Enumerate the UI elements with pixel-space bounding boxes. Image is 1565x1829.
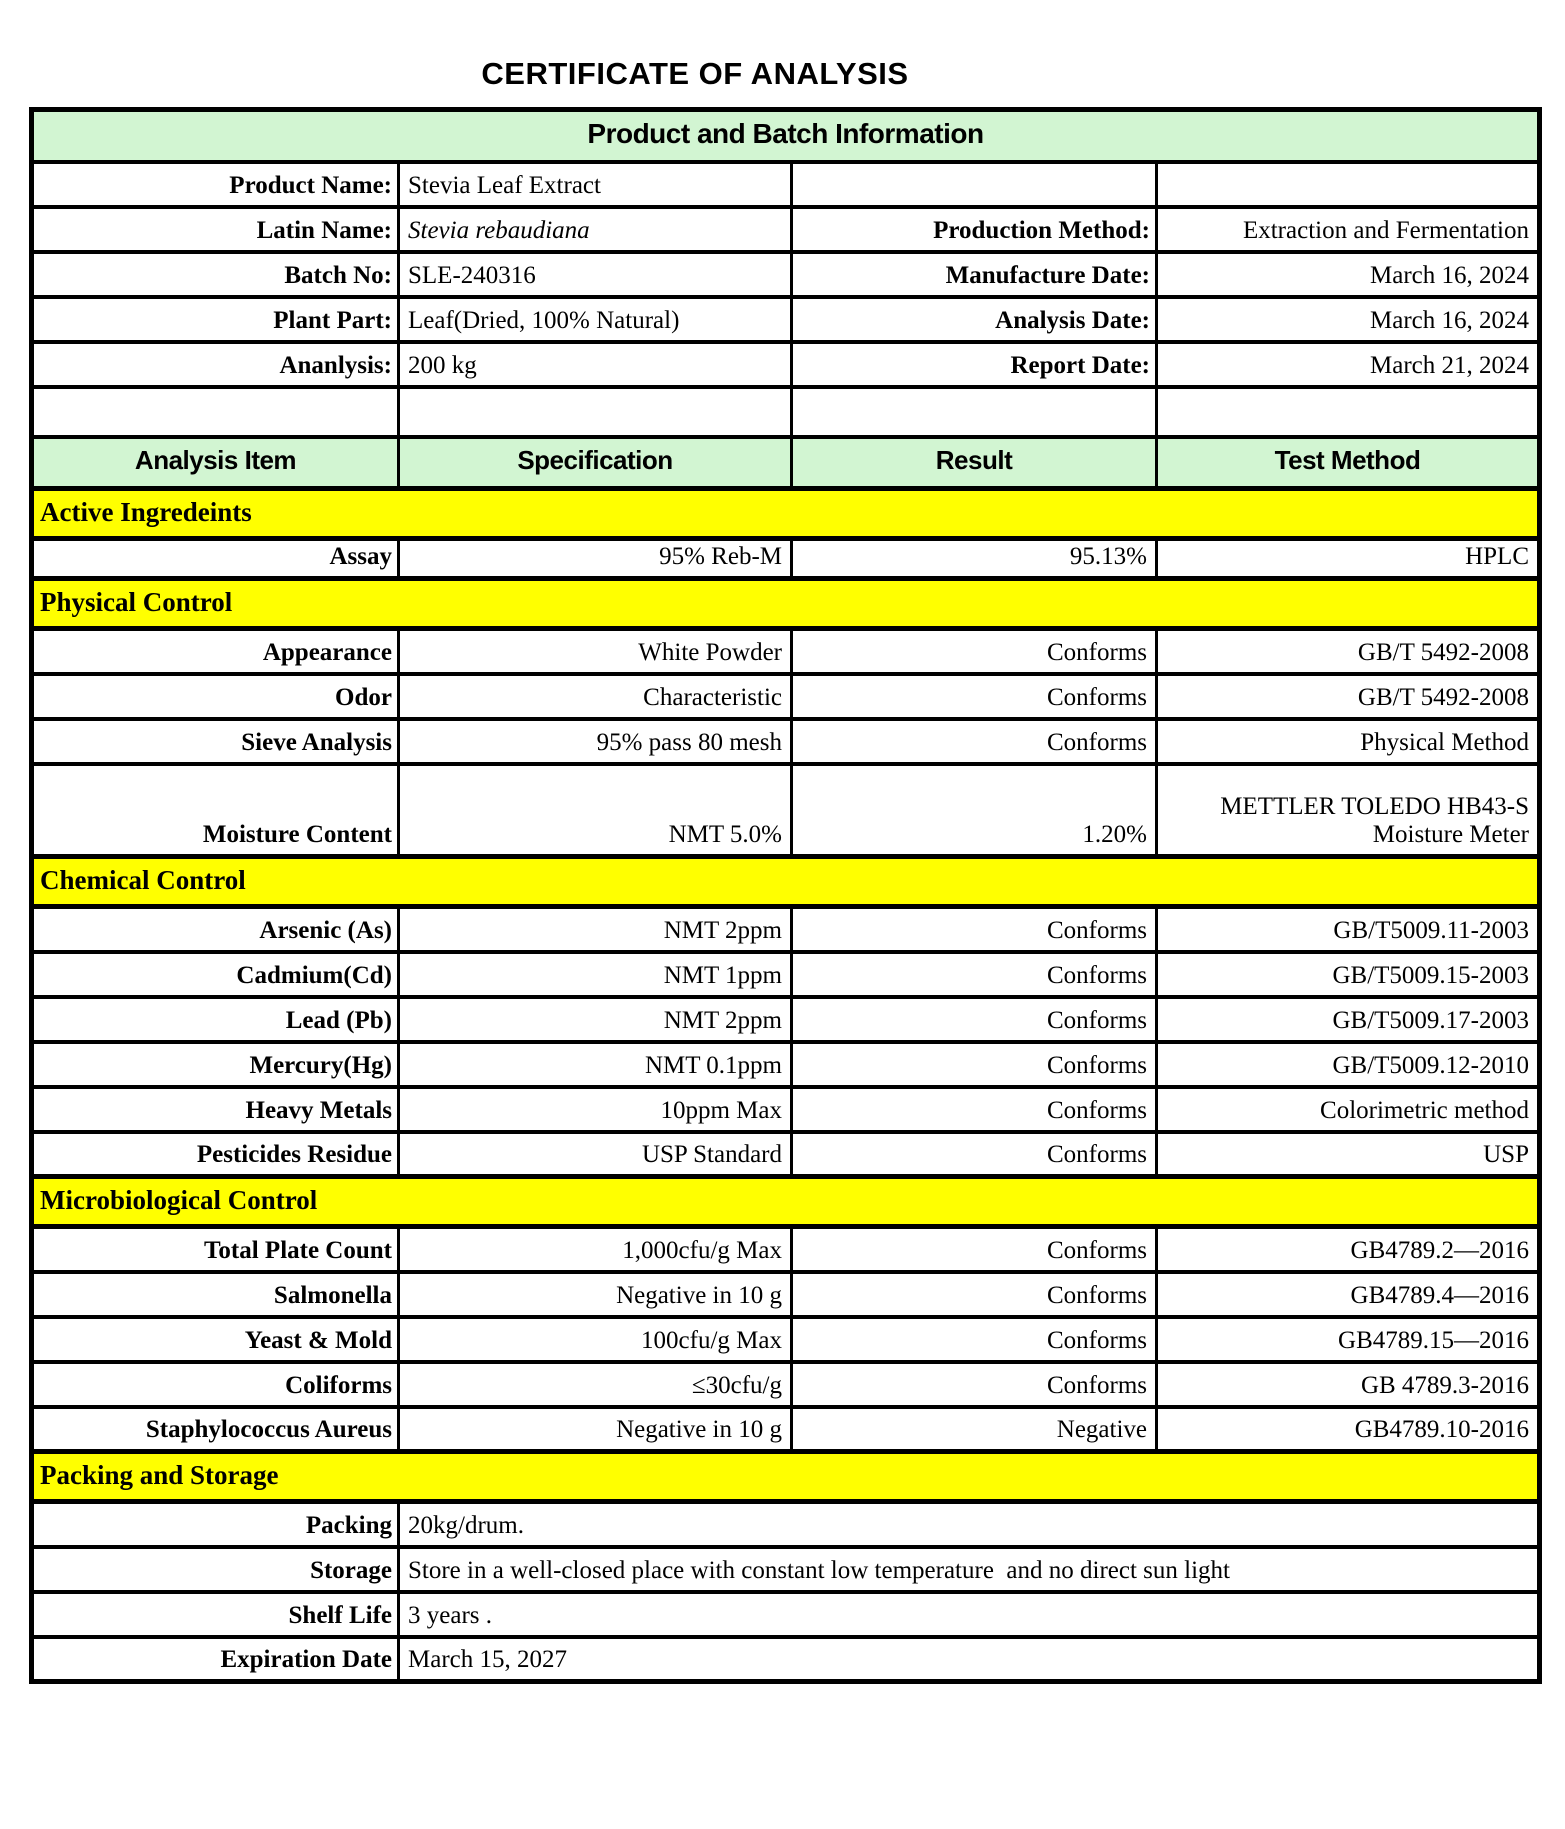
result-cell: Conforms <box>792 1272 1157 1317</box>
spec-cell: ≤30cfu/g <box>399 1362 792 1407</box>
analysis-date-label: Analysis Date: <box>792 297 1157 342</box>
spacer-row <box>32 387 1540 437</box>
table-row <box>32 997 1540 1042</box>
analysis-item-cell: Mercury(Hg) <box>32 1042 399 1087</box>
section-row <box>32 857 1540 907</box>
table-row <box>32 207 1540 252</box>
spec-cell: NMT 2ppm <box>399 907 792 952</box>
ananlysis-value: 200 kg <box>399 342 792 387</box>
result-cell: 1.20% <box>792 764 1157 857</box>
table-row <box>32 1547 1540 1592</box>
method-cell: GB/T5009.12-2010 <box>1157 1042 1540 1087</box>
production-method-value: Extraction and Fermentation <box>1157 207 1540 252</box>
analysis-item-cell: Salmonella <box>32 1272 399 1317</box>
method-cell: Physical Method <box>1157 719 1540 764</box>
method-cell: Colorimetric method <box>1157 1087 1540 1132</box>
page-title: CERTIFICATE OF ANALYSIS <box>481 56 909 91</box>
latin-name-value: Stevia rebaudiana <box>399 207 792 252</box>
method-cell: GB4789.2—2016 <box>1157 1227 1540 1272</box>
packing-value: 20kg/drum. <box>399 1502 1540 1547</box>
plant-part-label: Plant Part: <box>32 297 399 342</box>
table-row <box>32 1227 1540 1272</box>
analysis-item-cell: Lead (Pb) <box>32 997 399 1042</box>
product-info-section-header: Product and Batch Information <box>32 110 1540 162</box>
batch-no-label: Batch No: <box>32 252 399 297</box>
section-header-active-ingredients: Active Ingredeints <box>32 489 1540 539</box>
method-cell: USP <box>1157 1132 1540 1177</box>
table-row <box>32 252 1540 297</box>
spec-cell: 100cfu/g Max <box>399 1317 792 1362</box>
test-method-header: Test Method <box>1157 437 1540 489</box>
table-row <box>32 342 1540 387</box>
table-row <box>32 1407 1540 1452</box>
result-header: Result <box>792 437 1157 489</box>
latin-name-label: Latin Name: <box>32 207 399 252</box>
spec-cell: Negative in 10 g <box>399 1272 792 1317</box>
table-row <box>32 1502 1540 1547</box>
manufacture-date-label: Manufacture Date: <box>792 252 1157 297</box>
table-row <box>32 1362 1540 1407</box>
result-cell: Conforms <box>792 907 1157 952</box>
method-cell: GB4789.10-2016 <box>1157 1407 1540 1452</box>
analysis-item-cell: Staphylococcus Aureus <box>32 1407 399 1452</box>
spec-cell: NMT 5.0% <box>399 764 792 857</box>
analysis-item-cell: Coliforms <box>32 1362 399 1407</box>
method-cell: GB/T 5492-2008 <box>1157 674 1540 719</box>
table-row <box>32 110 1540 162</box>
analysis-item-cell: Sieve Analysis <box>32 719 399 764</box>
spec-cell: Negative in 10 g <box>399 1407 792 1452</box>
method-cell: HPLC <box>1157 539 1540 579</box>
table-row <box>32 1637 1540 1682</box>
table-row <box>32 952 1540 997</box>
method-cell: GB/T5009.17-2003 <box>1157 997 1540 1042</box>
ananlysis-label: Ananlysis: <box>32 342 399 387</box>
empty-cell <box>1157 387 1540 437</box>
manufacture-date-value: March 16, 2024 <box>1157 252 1540 297</box>
result-cell: Conforms <box>792 1227 1157 1272</box>
section-row <box>32 489 1540 539</box>
storage-label: Storage <box>32 1547 399 1592</box>
analysis-item-cell: Pesticides Residue <box>32 1132 399 1177</box>
table-row <box>32 1132 1540 1177</box>
spec-cell: NMT 2ppm <box>399 997 792 1042</box>
analysis-item-cell: Appearance <box>32 629 399 674</box>
method-cell: GB/T5009.11-2003 <box>1157 907 1540 952</box>
shelf-life-label: Shelf Life <box>32 1592 399 1637</box>
spec-cell: 95% pass 80 mesh <box>399 719 792 764</box>
result-cell: Conforms <box>792 719 1157 764</box>
batch-no-value: SLE-240316 <box>399 252 792 297</box>
analysis-item-cell: Cadmium(Cd) <box>32 952 399 997</box>
analysis-item-cell: Total Plate Count <box>32 1227 399 1272</box>
result-cell: Negative <box>792 1407 1157 1452</box>
result-cell: Conforms <box>792 997 1157 1042</box>
table-row <box>32 764 1540 857</box>
specification-header: Specification <box>399 437 792 489</box>
result-cell: 95.13% <box>792 539 1157 579</box>
table-row <box>32 907 1540 952</box>
result-cell: Conforms <box>792 674 1157 719</box>
product-name-label: Product Name: <box>32 162 399 207</box>
result-cell: Conforms <box>792 1132 1157 1177</box>
spec-cell: White Powder <box>399 629 792 674</box>
table-row <box>32 297 1540 342</box>
spec-cell: NMT 1ppm <box>399 952 792 997</box>
analysis-item-header: Analysis Item <box>32 437 399 489</box>
empty-cell <box>792 387 1157 437</box>
result-cell: Conforms <box>792 1317 1157 1362</box>
table-row <box>32 1087 1540 1132</box>
spec-cell: 1,000cfu/g Max <box>399 1227 792 1272</box>
product-name-value: Stevia Leaf Extract <box>399 162 792 207</box>
spec-cell: Characteristic <box>399 674 792 719</box>
packing-label: Packing <box>32 1502 399 1547</box>
table-row <box>32 1042 1540 1087</box>
method-cell: GB4789.4—2016 <box>1157 1272 1540 1317</box>
analysis-item-cell: Heavy Metals <box>32 1087 399 1132</box>
spec-cell: 10ppm Max <box>399 1087 792 1132</box>
section-row <box>32 1452 1540 1502</box>
empty-cell <box>1157 162 1540 207</box>
expiration-date-value: March 15, 2027 <box>399 1637 1540 1682</box>
method-cell: METTLER TOLEDO HB43-S Moisture Meter <box>1157 764 1540 857</box>
empty-cell <box>792 162 1157 207</box>
analysis-item-cell: Assay <box>32 539 399 579</box>
expiration-date-label: Expiration Date <box>32 1637 399 1682</box>
result-cell: Conforms <box>792 1362 1157 1407</box>
spec-cell: NMT 0.1ppm <box>399 1042 792 1087</box>
result-cell: Conforms <box>792 952 1157 997</box>
plant-part-value: Leaf(Dried, 100% Natural) <box>399 297 792 342</box>
analysis-item-cell: Odor <box>32 674 399 719</box>
section-row <box>32 1177 1540 1227</box>
analysis-header-row <box>32 437 1540 489</box>
table-row <box>32 1272 1540 1317</box>
analysis-item-cell: Arsenic (As) <box>32 907 399 952</box>
section-header-microbiological-control: Microbiological Control <box>32 1177 1540 1227</box>
shelf-life-value: 3 years . <box>399 1592 1540 1637</box>
analysis-date-value: March 16, 2024 <box>1157 297 1540 342</box>
production-method-label: Production Method: <box>792 207 1157 252</box>
empty-cell <box>399 387 792 437</box>
table-row <box>32 674 1540 719</box>
analysis-item-cell: Moisture Content <box>32 764 399 857</box>
section-row <box>32 579 1540 629</box>
report-date-value: March 21, 2024 <box>1157 342 1540 387</box>
spec-cell: 95% Reb-M <box>399 539 792 579</box>
report-date-label: Report Date: <box>792 342 1157 387</box>
table-row <box>32 629 1540 674</box>
spec-cell: USP Standard <box>399 1132 792 1177</box>
table-row <box>32 719 1540 764</box>
storage-value: Store in a well-closed place with constant low temperature and no direct sun light <box>399 1547 1540 1592</box>
method-cell: GB4789.15—2016 <box>1157 1317 1540 1362</box>
method-cell: GB/T5009.15-2003 <box>1157 952 1540 997</box>
table-row <box>32 539 1540 579</box>
result-cell: Conforms <box>792 1087 1157 1132</box>
table-row <box>32 1317 1540 1362</box>
table-row <box>32 1592 1540 1637</box>
certificate-table <box>29 107 1542 1684</box>
result-cell: Conforms <box>792 1042 1157 1087</box>
table-row <box>32 162 1540 207</box>
method-cell: GB/T 5492-2008 <box>1157 629 1540 674</box>
section-header-physical-control: Physical Control <box>32 579 1540 629</box>
analysis-item-cell: Yeast & Mold <box>32 1317 399 1362</box>
section-header-chemical-control: Chemical Control <box>32 857 1540 907</box>
empty-cell <box>32 387 399 437</box>
section-header-packing-and-storage: Packing and Storage <box>32 1452 1540 1502</box>
result-cell: Conforms <box>792 629 1157 674</box>
method-cell: GB 4789.3-2016 <box>1157 1362 1540 1407</box>
